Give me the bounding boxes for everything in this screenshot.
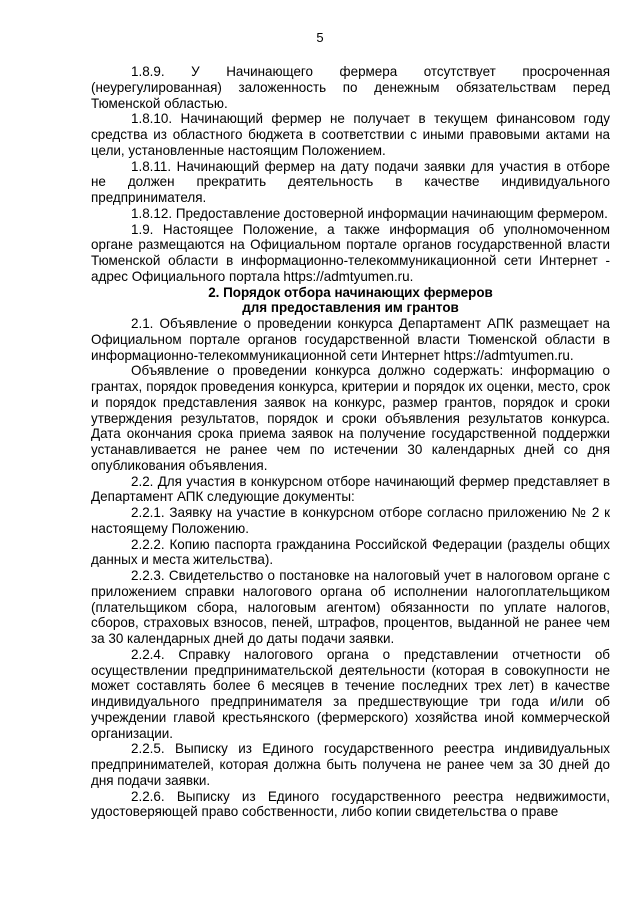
clause-1-8-11: 1.8.11. Начинающий фермер на дату подачи заявки для участия в отборе не должен прекратить деятельность в качестве индивидуального предпринимателя. bbox=[91, 158, 610, 205]
clause-1-8-12: 1.8.12. Предоставление достоверной информации начинающим фермером. bbox=[131, 205, 608, 221]
clause-2-2-4: 2.2.4. Справку налогового органа о представлении отчетности об осуществлении предпринимательской деятельности (которая в совокупности не может составлять более 6 месяцев в течение последних трех лет) в качестве индивидуального предпринимателя за предшествующие три года и/или об учреждении главой крестьянского (фермерского) хозяйства иной коммерческой организации. bbox=[91, 646, 610, 741]
clause-2-2-5: 2.2.5. Выписку из Единого государственного реестра индивидуальных предпринимателей, которая должна быть получена не ранее чем за 30 дней до дня подачи заявки. bbox=[91, 741, 610, 788]
section-heading-line-2: для предоставления им грантов bbox=[242, 300, 459, 316]
clause-2-1: 2.1. Объявление о проведении конкурса Департамент АПК размещает на Официальном портале органов государственной власти Тюменской области в информационно-телекоммуникационной сети Интернет https://admtyumen.ru. bbox=[91, 316, 610, 363]
announcement-contents: Объявление о проведении конкурса должно содержать: информацию о грантах, порядок проведения конкурса, критерии и порядок их оценки, место, срок и порядок представления заявок на конкурс, размер грантов, порядок и сроки утверждения результатов, порядок и сроки объявления результатов конкурса. Дата окончания срока приема заявок на получение государственной поддержки устанавливается не ранее чем по истечении 30 календарных дней со дня опубликования объявления. bbox=[91, 363, 610, 473]
section-heading-line-1: 2. Порядок отбора начинающих фермеров bbox=[208, 284, 493, 300]
clause-2-2-1: 2.2.1. Заявку на участие в конкурсном отборе согласно приложению № 2 к настоящему Положению. bbox=[91, 505, 610, 536]
clause-2-2-3: 2.2.3. Свидетельство о постановке на налоговый учет в налоговом органе с приложением справки налогового органа об исполнении налогоплательщиком (плательщиком сбора, налоговым агентом) обязанности по уплате налогов, сборов, страховых взносов, пеней, штрафов, процентов, выданной не ранее чем за 30 календарных дней до даты подачи заявки. bbox=[91, 568, 610, 646]
document-body bbox=[91, 64, 610, 820]
clause-2-2-2: 2.2.2. Копию паспорта гражданина Российской Федерации (разделы общих данных и места жительства). bbox=[91, 536, 610, 568]
clause-1-8-10: 1.8.10. Начинающий фермер не получает в текущем финансовом году средства из областного бюджета в соответствии с иными правовыми актами на цели, установленные настоящим Положением. bbox=[91, 111, 610, 158]
clause-1-9: 1.9. Настоящее Положение, а также информация об уполномоченном органе размещаются на Официальном портале органов государственной власти Тюменской области в информационно-телекоммуникационной сети Интернет - адрес Официального портала https://admtyumen.ru. bbox=[91, 221, 610, 284]
clause-2-2-6: 2.2.6. Выписку из Единого государственного реестра недвижимости, удостоверяющей право собственности, либо копии свидетельства о праве bbox=[91, 788, 610, 820]
section-heading bbox=[91, 285, 610, 317]
clause-2-2: 2.2. Для участия в конкурсном отборе начинающий фермер представляет в Департамент АПК следующие документы: bbox=[91, 473, 610, 505]
clause-1-8-9: 1.8.9. У Начинающего фермера отсутствует просроченная (неурегулированная) заложенность по денежным обязательствам перед Тюменской областью. bbox=[91, 64, 610, 111]
page-number: 5 bbox=[316, 30, 324, 45]
